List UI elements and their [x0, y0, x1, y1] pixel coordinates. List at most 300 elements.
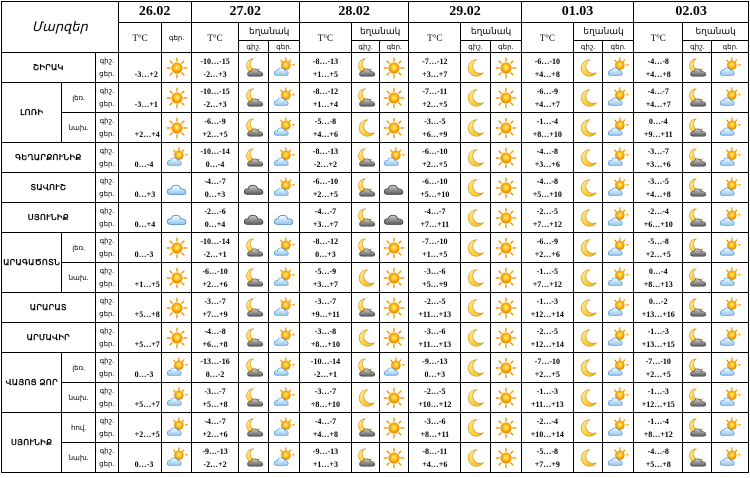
- weather-cell: [603, 443, 634, 473]
- day-label: ցեր.: [99, 279, 115, 288]
- temp-range: [118, 323, 162, 353]
- day-label: ցեր.: [99, 219, 115, 228]
- table-row: [2, 383, 749, 413]
- region-name: ՍՅՈՒՆԻՔ: [2, 413, 62, 473]
- weather-cell: [162, 293, 191, 323]
- weather-cell: [268, 263, 299, 293]
- temp-range: [521, 383, 573, 413]
- sun-icon: [162, 87, 190, 109]
- weather-cell: [239, 83, 268, 113]
- sun-cloud-icon: [603, 117, 633, 139]
- temp-range: [409, 293, 461, 323]
- weather-cell: [683, 83, 712, 113]
- night-temp: -2…-4: [647, 206, 669, 216]
- temp-range: [634, 143, 683, 173]
- cloud-icon: [162, 177, 190, 199]
- day-label: ցեր.: [99, 189, 115, 198]
- day-temp: +7…+9: [202, 309, 228, 319]
- day-temp: -2…+1: [313, 369, 338, 379]
- temp-range: [191, 173, 239, 203]
- night-temp: -2…-4: [536, 416, 558, 426]
- region-name: ՇԻՐԱԿ: [2, 53, 96, 83]
- night-temp: -7…-10: [645, 356, 671, 366]
- night-temp: -3…-6: [424, 266, 446, 276]
- weather-cell: [162, 443, 191, 473]
- night-temp: -7…-10: [534, 356, 560, 366]
- moon-cloud-icon: [239, 147, 267, 169]
- sun-cloud-icon: [603, 177, 633, 199]
- temp-range: [191, 233, 239, 263]
- temp-value: 0…-3: [134, 249, 154, 259]
- day-temp: +1…+3: [312, 459, 338, 469]
- night-temp: -4…-7: [204, 176, 226, 186]
- night-header: գիշ.: [573, 41, 602, 53]
- weather-cell: [162, 383, 191, 413]
- temp-range: [191, 83, 239, 113]
- temp-range: [409, 203, 461, 233]
- weather-cell: [380, 443, 409, 473]
- moon-icon: [461, 87, 489, 109]
- temp-range: [118, 53, 162, 83]
- sun-icon: [491, 237, 521, 259]
- temp-range: [299, 353, 351, 383]
- weather-cell: [573, 263, 602, 293]
- weather-cell: [490, 413, 521, 443]
- weather-cell: [603, 143, 634, 173]
- table-row: [2, 173, 749, 203]
- sun-cloud-icon: [603, 57, 633, 79]
- night-temp: -10…-14: [200, 146, 230, 156]
- weather-cell: [162, 353, 191, 383]
- day-temp: +7…+11: [420, 219, 450, 229]
- sun-cloud-icon: [162, 447, 190, 469]
- night-label: գիշ.: [99, 416, 114, 425]
- day-temp: 0…+3: [315, 249, 336, 259]
- temp-range: [191, 143, 239, 173]
- region-name: ԱՐՄԱՎԻՐ: [2, 323, 96, 353]
- night-temp: -2…-5: [424, 386, 446, 396]
- sun-cloud-icon: [162, 147, 190, 169]
- day-temp: +5…+8: [202, 399, 228, 409]
- moon-cloud-icon: [239, 267, 267, 289]
- moon-icon: [574, 177, 602, 199]
- sun-cloud-icon: [269, 357, 299, 379]
- weather-cell: [162, 323, 191, 353]
- temp-range: [118, 113, 162, 143]
- temp-range: [409, 443, 461, 473]
- night-label: գիշ.: [99, 236, 114, 245]
- weather-cell: [461, 413, 490, 443]
- weather-cell: [603, 233, 634, 263]
- day-temp: +4…+6: [422, 459, 448, 469]
- moon-cloud-icon: [352, 147, 379, 169]
- sun-cloud-icon: [712, 387, 748, 409]
- day-temp: 0…-2: [205, 369, 225, 379]
- weather-cell: [162, 83, 191, 113]
- sun-cloud-icon: [269, 297, 299, 319]
- date-header: 27.02: [191, 2, 299, 23]
- temp-range: [299, 173, 351, 203]
- sun-icon: [491, 327, 521, 349]
- night-temp: -5…-9: [314, 266, 337, 276]
- moon-icon: [574, 117, 602, 139]
- moon-icon: [574, 237, 602, 259]
- night-temp: -8…-11: [422, 446, 448, 456]
- temp-range: [191, 113, 239, 143]
- day-temp: +11…+13: [418, 309, 452, 319]
- day-night-label: [95, 443, 118, 473]
- temp-value: +5…+7: [134, 339, 160, 349]
- day-temp: +2…+5: [645, 249, 671, 259]
- region-name: ՏԱՎՈՒՇ: [2, 173, 96, 203]
- day-temp: +9…+11: [643, 129, 673, 139]
- weather-cell: [162, 413, 191, 443]
- weather-cell: [712, 443, 749, 473]
- moon-cloud-icon: [683, 117, 711, 139]
- day-temp: +9…+11: [311, 309, 340, 319]
- region-zone: նախ.: [62, 443, 95, 473]
- moon-cloud-icon: [239, 117, 267, 139]
- temp-value: +2…+5: [134, 429, 160, 439]
- weather-cell: [461, 173, 490, 203]
- temp-range: [299, 113, 351, 143]
- weather-cell: [162, 143, 191, 173]
- temp-value: 0…-4: [134, 159, 154, 169]
- moon-icon: [461, 237, 489, 259]
- temp-range: [191, 353, 239, 383]
- weather-cell: [239, 203, 268, 233]
- night-header: գիշ.: [461, 41, 490, 53]
- table-row: [2, 323, 749, 353]
- day-night-label: [95, 143, 118, 173]
- day-temp: +8…+11: [420, 429, 450, 439]
- date-header: 26.02: [118, 2, 191, 23]
- sun-icon: [491, 387, 521, 409]
- day-header: գեր.: [603, 41, 634, 53]
- sun-cloud-icon: [162, 387, 190, 409]
- night-temp: -4…-7: [647, 86, 669, 96]
- temp-range: [634, 413, 683, 443]
- night-temp: -1…-4: [536, 116, 558, 126]
- night-temp: -4…-8: [204, 326, 226, 336]
- temp-range: [409, 353, 461, 383]
- day-night-label: [95, 383, 118, 413]
- day-temp: +2…+6: [202, 279, 228, 289]
- moon-cloud-icon: [683, 387, 711, 409]
- night-temp: -2…-5: [424, 296, 446, 306]
- weather-cell: [268, 83, 299, 113]
- night-label: գիշ.: [99, 56, 114, 65]
- day-temp: +5…+10: [420, 189, 450, 199]
- weather-cell: [380, 143, 409, 173]
- sun-icon: [491, 87, 521, 109]
- weather-cell: [380, 323, 409, 353]
- night-header: գիշ.: [239, 41, 268, 53]
- night-temp: -2…-5: [536, 326, 558, 336]
- date-header: 29.02: [409, 2, 522, 23]
- weather-cell: [162, 173, 191, 203]
- weather-cell: [490, 173, 521, 203]
- weather-cell: [490, 263, 521, 293]
- day-night-label: [95, 83, 118, 113]
- region-name: ԱՐԱԳԱԾՈՏՆ: [2, 233, 62, 293]
- moon-icon: [352, 387, 379, 409]
- moon-cloud-icon: [683, 267, 711, 289]
- night-temp: -4…-7: [314, 206, 337, 216]
- temp-range: [521, 353, 573, 383]
- sun-icon: [380, 57, 408, 79]
- table-row: [2, 263, 749, 293]
- temp-header: T°C: [191, 23, 239, 53]
- sun-cloud-icon: [712, 447, 748, 469]
- day-temp: +2…+5: [645, 369, 671, 379]
- moon-icon: [574, 207, 602, 229]
- moon-cloud-icon: [683, 447, 711, 469]
- night-temp: 0…-4: [648, 266, 668, 276]
- moon-icon: [461, 417, 489, 439]
- weather-cell: [268, 353, 299, 383]
- moon-cloud-icon: [683, 87, 711, 109]
- moon-cloud-icon: [683, 147, 711, 169]
- weather-cell: [239, 413, 268, 443]
- sun-cloud-icon: [712, 297, 748, 319]
- regions-header: Մարզեր: [2, 2, 119, 53]
- temp-range: [634, 113, 683, 143]
- night-temp: -1…-3: [536, 386, 558, 396]
- sun-cloud-icon: [712, 327, 748, 349]
- night-temp: -1…-5: [536, 266, 558, 276]
- day-temp: +2…+5: [202, 129, 228, 139]
- day-temp: +3…+6: [645, 159, 671, 169]
- sun-cloud-icon: [712, 237, 748, 259]
- weather-cell: [573, 173, 602, 203]
- sun-cloud-icon: [603, 87, 633, 109]
- moon-icon: [461, 207, 489, 229]
- region-zone: լեռ.: [62, 353, 95, 383]
- night-temp: -1…-3: [647, 326, 669, 336]
- moon-icon: [461, 57, 489, 79]
- night-temp: -4…-8: [647, 56, 669, 66]
- weather-cell: [162, 53, 191, 83]
- day-night-label: [95, 53, 118, 83]
- night-label: գիշ.: [99, 146, 114, 155]
- sun-icon: [491, 297, 521, 319]
- weather-cell: [712, 203, 749, 233]
- day-night-label: [95, 203, 118, 233]
- weather-cell: [380, 353, 409, 383]
- weather-cell: [490, 53, 521, 83]
- sun-cloud-icon: [162, 417, 190, 439]
- night-temp: -10…-15: [200, 56, 230, 66]
- day-temp: +10…+14: [530, 429, 564, 439]
- region-name: ՍՅՈՒՆԻՔ: [2, 203, 96, 233]
- sun-cloud-icon: [269, 327, 299, 349]
- sun-cloud-icon: [162, 357, 190, 379]
- weather-cell: [573, 203, 602, 233]
- weather-cell: [351, 173, 379, 203]
- temp-range: [521, 413, 573, 443]
- sun-icon: [491, 57, 521, 79]
- weather-cell: [162, 263, 191, 293]
- sun-icon: [380, 267, 408, 289]
- night-temp: -3…-6: [424, 326, 446, 336]
- temp-header: T°C: [521, 23, 573, 53]
- weather-cell: [351, 413, 379, 443]
- day-temp: +1…+5: [312, 69, 338, 79]
- moon-icon: [574, 357, 602, 379]
- night-temp: -6…-10: [534, 56, 560, 66]
- moon-cloud-icon: [683, 357, 711, 379]
- day-temp: +2…+6: [202, 429, 228, 439]
- night-label: գիշ.: [99, 86, 114, 95]
- day-temp: +13…+16: [641, 309, 675, 319]
- moon-cloud-icon: [239, 417, 267, 439]
- temp-range: [634, 233, 683, 263]
- weather-cell: [351, 443, 379, 473]
- temp-range: [299, 233, 351, 263]
- moon-icon: [352, 267, 379, 289]
- weather-cell: [162, 203, 191, 233]
- weather-cell: [573, 53, 602, 83]
- temp-header: T°C: [409, 23, 461, 53]
- moon-icon: [574, 87, 602, 109]
- weather-cell: [461, 383, 490, 413]
- weather-cell: [490, 203, 521, 233]
- weather-cell: [683, 203, 712, 233]
- weather-cell: [239, 443, 268, 473]
- moon-icon: [461, 387, 489, 409]
- temp-range: [299, 413, 351, 443]
- sun-icon: [380, 87, 408, 109]
- temp-range: [299, 83, 351, 113]
- weather-cell: [712, 293, 749, 323]
- region-zone: հով.: [62, 413, 95, 443]
- day-temp: +4…+7: [534, 99, 560, 109]
- weather-cell: [351, 293, 379, 323]
- temp-range: [409, 383, 461, 413]
- day-temp: +2…+5: [534, 369, 560, 379]
- day-temp: +10…+12: [418, 399, 452, 409]
- weather-cell: [603, 203, 634, 233]
- day-temp: +8…+13: [643, 279, 673, 289]
- moon-icon: [461, 447, 489, 469]
- moon-icon: [574, 267, 602, 289]
- moon-cloud-icon: [352, 357, 379, 379]
- weather-cell: [380, 233, 409, 263]
- moon-cloud-icon: [683, 237, 711, 259]
- night-temp: -2…-5: [536, 206, 558, 216]
- day-header: գեր.: [712, 41, 749, 53]
- sun-icon: [491, 207, 521, 229]
- weather-cell: [573, 413, 602, 443]
- table-row: [2, 443, 749, 473]
- weather-cell: [712, 353, 749, 383]
- weather-cell: [380, 83, 409, 113]
- sun-cloud-icon: [603, 447, 633, 469]
- day-night-label: [95, 113, 118, 143]
- weather-cell: [683, 293, 712, 323]
- moon-icon: [574, 327, 602, 349]
- moon-cloud-icon: [352, 177, 379, 199]
- night-label: գիշ.: [99, 116, 114, 125]
- weather-cell: [490, 443, 521, 473]
- day-temp: +6…+8: [202, 339, 228, 349]
- date-header: 02.03: [634, 2, 749, 23]
- day-temp: 0…-4: [205, 159, 225, 169]
- sun-cloud-icon: [269, 87, 299, 109]
- moon-cloud-icon: [352, 57, 379, 79]
- region-name: ԼՈՌԻ: [2, 83, 62, 143]
- moon-icon: [574, 147, 602, 169]
- sun-cloud-icon: [269, 447, 299, 469]
- weather-cell: [268, 383, 299, 413]
- weather-cell: [683, 263, 712, 293]
- weather-cell: [573, 443, 602, 473]
- temp-range: [521, 143, 573, 173]
- region-zone: լեռ.: [62, 83, 95, 113]
- day-temp: +4…+8: [645, 189, 671, 199]
- night-temp: -7…-10: [422, 236, 448, 246]
- moon-cloud-icon: [352, 237, 379, 259]
- temp-range: [409, 413, 461, 443]
- weather-cell: [239, 173, 268, 203]
- sun-cloud-icon: [712, 57, 748, 79]
- day-temp: +2…+5: [422, 99, 448, 109]
- weather-cell: [351, 113, 379, 143]
- region-zone: նախ.: [62, 113, 95, 143]
- night-temp: -7…-12: [422, 56, 448, 66]
- day-temp: +12…+14: [530, 339, 564, 349]
- moon-cloud-icon: [239, 237, 267, 259]
- sun-icon: [380, 387, 408, 409]
- night-temp: -3…-5: [647, 176, 669, 186]
- sun-icon: [380, 117, 408, 139]
- temp-range: [409, 53, 461, 83]
- weather-cell: [683, 113, 712, 143]
- sun-cloud-icon: [712, 267, 748, 289]
- weather-cell: [573, 233, 602, 263]
- sun-cloud-icon: [603, 297, 633, 319]
- sun-cloud-icon: [712, 357, 748, 379]
- temp-range: [299, 53, 351, 83]
- weather-cell: [268, 53, 299, 83]
- night-temp: -1…-4: [647, 416, 669, 426]
- weather-cell: [573, 353, 602, 383]
- night-temp: -9…-13: [202, 446, 228, 456]
- temp-value: +5…+7: [134, 399, 160, 409]
- day-night-label: [95, 293, 118, 323]
- day-temp: +8…+10: [310, 339, 340, 349]
- weather-cell: [683, 353, 712, 383]
- day-label: ցեր.: [99, 309, 115, 318]
- sun-icon: [380, 237, 408, 259]
- weather-cell: [573, 383, 602, 413]
- temp-value: 0…+3: [134, 189, 156, 199]
- table-row: [2, 413, 749, 443]
- temp-range: [118, 233, 162, 263]
- temp-value: 0…+4: [134, 219, 156, 229]
- day-temp: +11…+13: [418, 339, 452, 349]
- temp-range: [409, 263, 461, 293]
- date-header: 28.02: [299, 2, 408, 23]
- weather-cell: [461, 143, 490, 173]
- night-label: գիշ.: [99, 386, 114, 395]
- temp-range: [299, 323, 351, 353]
- weather-cell: [461, 263, 490, 293]
- temp-range: [634, 263, 683, 293]
- weather-cell: [712, 413, 749, 443]
- day-temp: +7…+12: [532, 279, 562, 289]
